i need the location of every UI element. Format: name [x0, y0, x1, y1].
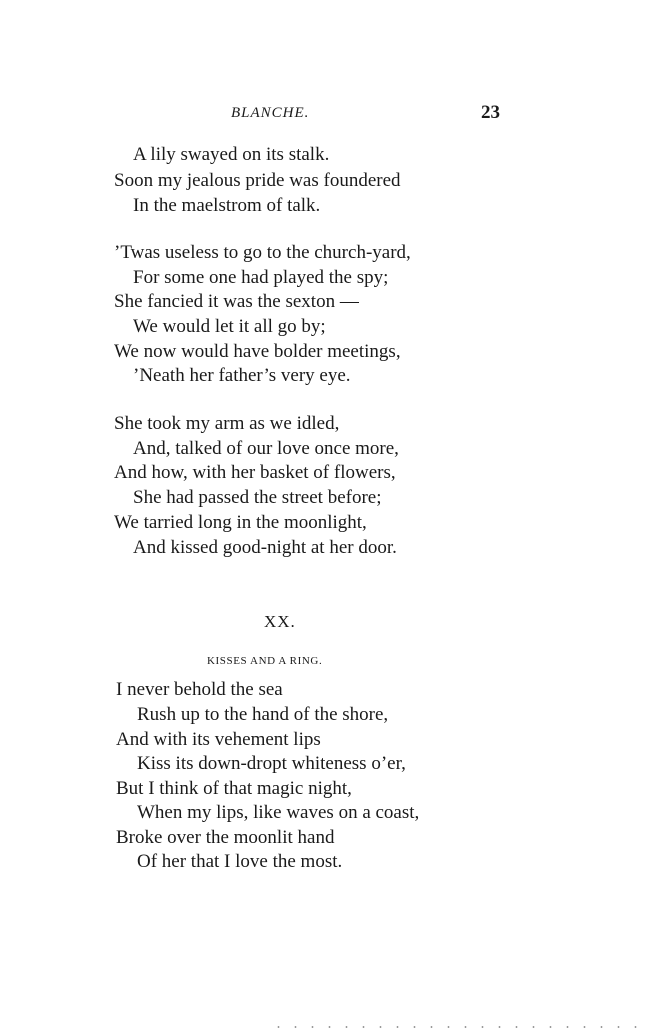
poem-line: She took my arm as we idled, — [114, 413, 340, 434]
poem-line: And, talked of our love once more, — [133, 438, 399, 459]
poem-line: Kiss its down-dropt whiteness o’er, — [137, 753, 406, 774]
poem-line: And kissed good-night at her door. — [133, 537, 397, 558]
poem-line: We tarried long in the moonlight, — [114, 512, 367, 533]
poem-line: She had passed the street before; — [133, 487, 382, 508]
poem-line: But I think of that magic night, — [116, 778, 352, 799]
poem-line: When my lips, like waves on a coast, — [137, 802, 420, 823]
poem-line: In the maelstrom of talk. — [133, 195, 321, 216]
poem-line: Of her that I love the most. — [137, 851, 343, 872]
running-title: BLANCHE. — [231, 105, 310, 121]
poem-line: We now would have bolder meetings, — [114, 341, 401, 362]
poem-line: For some one had played the spy; — [133, 267, 389, 288]
poem-line: Soon my jealous pride was foundered — [114, 170, 401, 191]
poem-line: And how, with her basket of flowers, — [114, 462, 396, 483]
poem-line: I never behold the sea — [116, 679, 283, 700]
poem-line: We would let it all go by; — [133, 316, 326, 337]
scan-edge-dots — [270, 1026, 648, 1028]
poem-line: ’Neath her father’s very eye. — [133, 365, 351, 386]
page-number: 23 — [481, 102, 500, 123]
poem-line: She fancied it was the sexton — — [114, 291, 359, 312]
poem-line: Rush up to the hand of the shore, — [137, 704, 389, 725]
poem-line: ’Twas useless to go to the church-yard, — [114, 242, 411, 263]
poem-line: And with its vehement lips — [116, 729, 321, 750]
section-title: KISSES AND A RING. — [207, 655, 323, 667]
poem-line: Broke over the moonlit hand — [116, 827, 335, 848]
poem-line: A lily swayed on its stalk. — [133, 144, 330, 165]
section-number: XX. — [264, 612, 296, 631]
running-head — [0, 102, 648, 129]
